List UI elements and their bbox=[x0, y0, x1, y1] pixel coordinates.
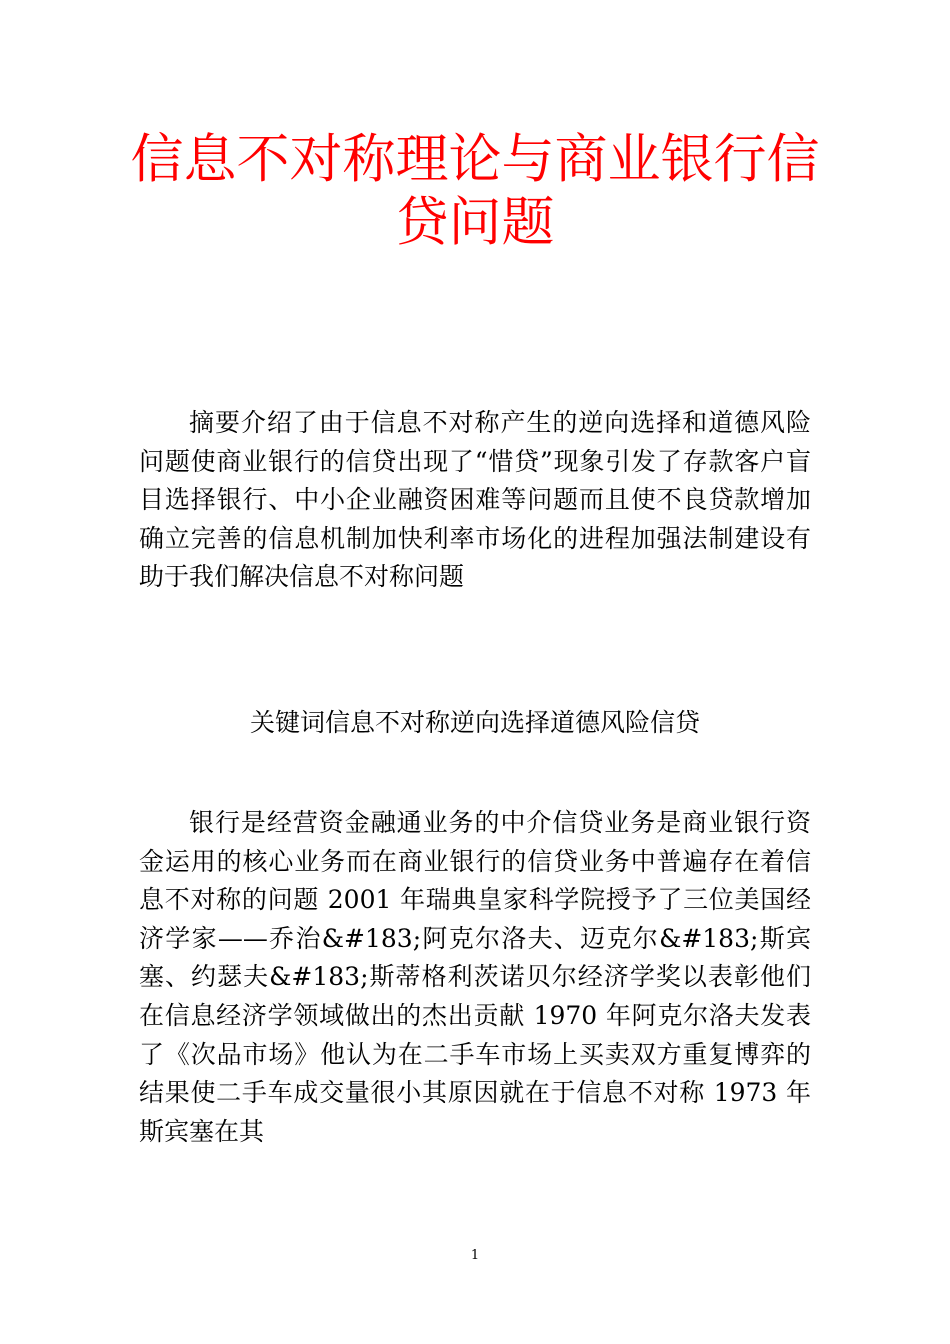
document-title: 信息不对称理论与商业银行信贷问题 bbox=[130, 129, 820, 253]
keywords-line: 关键词信息不对称逆向选择道德风险信贷 bbox=[249, 708, 700, 737]
intro-paragraph: 银行是经营资金融通业务的中介信贷业务是商业银行资金运用的核心业务而在商业银行的信贷业务中普遍存在着信息不对称的问题 2001 年瑞典皇家科学院授予了三位美国经济学家——乔治&#183;阿克尔洛夫、迈克尔&#183;斯宾塞、约瑟夫&#183;斯蒂格利茨诺贝尔经济学奖以表彰他们在信息经济学领域做出的杰出贡献 1970 年阿克尔洛夫发表了《次品市场》他认为在二手车市场上买卖双方重复博弈的结果使二手车成交量很小其原因就在于信息不对称 1973 年斯宾塞在其 bbox=[139, 808, 811, 1146]
abstract-paragraph: 摘要介绍了由于信息不对称产生的逆向选择和道德风险问题使商业银行的信贷出现了“惜贷”现象引发了存款客户盲目选择银行、中小企业融资困难等问题而且使不良贷款增加确立完善的信息机制加快利率市场化的进程加强法制建设有助于我们解决信息不对称问题 bbox=[139, 408, 811, 592]
page-number: 1 bbox=[470, 1248, 480, 1263]
